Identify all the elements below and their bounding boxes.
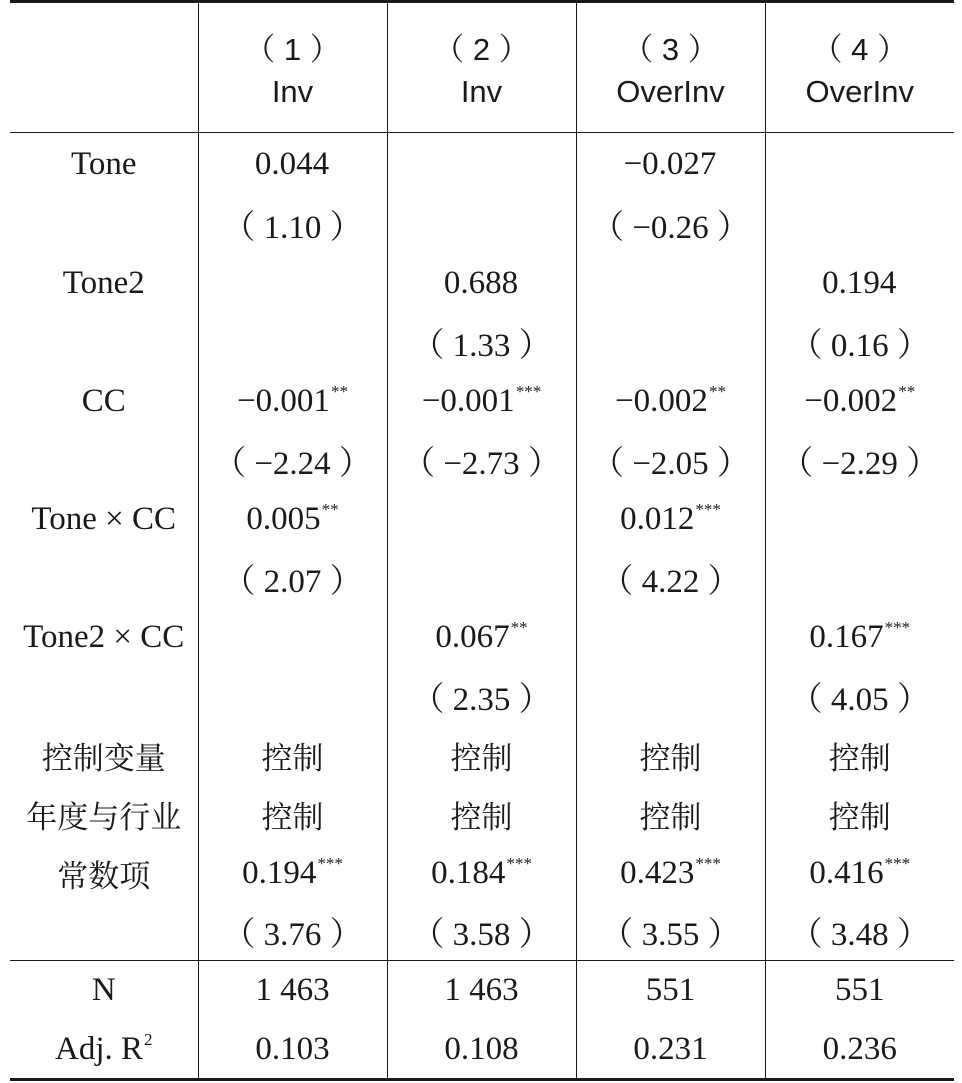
r2-cell: 0.236: [765, 1020, 954, 1080]
table-row-tone2-t: [10, 313, 954, 372]
significance-stars: ***: [317, 854, 343, 873]
coef-cell: [387, 372, 576, 431]
significance-stars: **: [321, 500, 339, 519]
column-number: （ 2 ）: [433, 31, 530, 67]
coef-cell: [765, 372, 954, 431]
header-row: [10, 2, 954, 133]
coef-value: 0.416: [809, 855, 884, 891]
t-stat-cell: （ −2.24 ）: [198, 431, 387, 490]
table-row-controls: [10, 726, 954, 785]
coef-cell: [387, 254, 576, 313]
table-row-year-industry: [10, 785, 954, 844]
dependent-variable: OverInv: [616, 73, 725, 109]
table-row-tone-cc-t: [10, 549, 954, 608]
coef-value: 0.012: [620, 501, 695, 537]
control-cell: 控制: [198, 726, 387, 785]
n-cell: 1 463: [387, 961, 576, 1021]
column-header-3: [576, 2, 765, 133]
row-label-empty: [10, 549, 198, 608]
t-stat-cell: [198, 313, 387, 372]
row-label-empty: [10, 195, 198, 254]
adj-r2-label: Adj. R: [54, 1030, 143, 1067]
t-stat-cell: [765, 195, 954, 254]
table-row-cc-t: [10, 431, 954, 490]
coef-value: 0.184: [431, 855, 506, 891]
t-stat-cell: （ 4.22 ）: [576, 549, 765, 608]
significance-stars: ***: [506, 854, 532, 873]
column-header-1: [198, 2, 387, 133]
t-stat-cell: （ 3.55 ）: [576, 903, 765, 961]
column-number: （ 4 ）: [811, 31, 908, 67]
coef-cell: [198, 133, 387, 196]
t-stat-cell: [765, 549, 954, 608]
t-stat-cell: [198, 667, 387, 726]
row-label: Tone2: [62, 265, 145, 301]
significance-stars: ***: [695, 500, 721, 519]
control-cell: 控制: [576, 726, 765, 785]
row-label: [10, 1020, 198, 1080]
row-label: N: [91, 972, 116, 1008]
coef-cell: [576, 133, 765, 196]
table-row-cc-coef: [10, 372, 954, 431]
coef-cell: [576, 490, 765, 549]
t-stat-cell: （ 1.33 ）: [387, 313, 576, 372]
coef-value: 0.044: [254, 145, 330, 182]
row-label-empty: [10, 903, 198, 961]
t-stat-cell: [387, 195, 576, 254]
column-number: （ 3 ）: [622, 31, 719, 67]
table-row-tone2-coef: [10, 254, 954, 313]
coef-value: 0.688: [443, 265, 519, 301]
coef-value: −0.001: [237, 383, 330, 419]
control-cell: 控制: [198, 785, 387, 844]
coef-cell: [576, 372, 765, 431]
coef-cell: [198, 372, 387, 431]
coef-cell: [198, 608, 387, 667]
row-label-empty: [10, 313, 198, 372]
control-cell: 控制: [387, 726, 576, 785]
coef-value: 0.005: [246, 501, 321, 537]
header-corner: [10, 2, 198, 133]
table-row-tone2-cc-t: [10, 667, 954, 726]
row-label: 常数项: [57, 859, 151, 895]
t-stat-cell: （ 1.10 ）: [198, 195, 387, 254]
table-row-tone-coef: [10, 133, 954, 196]
coef-cell: [576, 254, 765, 313]
row-label-empty: [10, 667, 198, 726]
column-number: （ 1 ）: [244, 31, 341, 67]
coef-cell: [576, 608, 765, 667]
coef-value: 0.067: [435, 619, 510, 655]
t-stat-cell: [576, 667, 765, 726]
t-stat-cell: （ 3.76 ）: [198, 903, 387, 961]
coef-value: 0.423: [620, 855, 695, 891]
coef-value: −0.002: [804, 383, 898, 419]
coef-cell: [387, 490, 576, 549]
significance-stars: ***: [884, 618, 911, 637]
t-stat-cell: [387, 549, 576, 608]
coef-cell: [765, 254, 954, 313]
row-label: Tone: [70, 145, 137, 182]
n-cell: 551: [576, 961, 765, 1021]
row-label: Tone2 × CC: [23, 619, 185, 655]
coef-cell: [765, 133, 954, 196]
table-row-tone2-cc-coef: [10, 608, 954, 667]
n-cell: 1 463: [198, 961, 387, 1021]
row-label: CC: [81, 383, 126, 419]
coef-value: −0.002: [615, 383, 708, 419]
row-label: Tone × CC: [31, 501, 177, 537]
t-stat-cell: （ −0.26 ）: [576, 195, 765, 254]
row-label: 年度与行业: [26, 800, 182, 836]
t-stat-cell: （ 2.07 ）: [198, 549, 387, 608]
coef-value: 0.167: [809, 619, 884, 655]
coef-value: 0.194: [242, 855, 317, 891]
n-cell: 551: [765, 961, 954, 1021]
significance-stars: **: [708, 382, 726, 401]
coef-value: 0.194: [822, 265, 897, 301]
coef-value: −0.027: [623, 145, 717, 182]
t-stat-cell: （ 4.05 ）: [765, 667, 954, 726]
control-cell: 控制: [765, 785, 954, 844]
coef-value: −0.001: [421, 383, 515, 419]
coef-cell: [198, 490, 387, 549]
control-cell: 控制: [576, 785, 765, 844]
superscript-2: 2: [144, 1029, 153, 1049]
coef-cell: [765, 844, 954, 903]
control-cell: 控制: [765, 726, 954, 785]
t-stat-cell: （ 2.35 ）: [387, 667, 576, 726]
significance-stars: ***: [695, 854, 721, 873]
row-label-empty: [10, 431, 198, 490]
significance-stars: **: [898, 382, 916, 401]
dependent-variable: Inv: [271, 73, 314, 109]
t-stat-cell: （ −2.73 ）: [387, 431, 576, 490]
r2-cell: 0.103: [198, 1020, 387, 1080]
significance-stars: **: [510, 618, 528, 637]
coef-cell: [198, 844, 387, 903]
table-row-constant-coef: [10, 844, 954, 903]
significance-stars: ***: [884, 854, 911, 873]
table-row-n: [10, 961, 954, 1021]
table-row-adj-r2: [10, 1020, 954, 1080]
coef-cell: [387, 608, 576, 667]
coef-cell: [387, 844, 576, 903]
significance-stars: ***: [515, 382, 542, 401]
table-row-constant-t: [10, 903, 954, 961]
t-stat-cell: （ 3.48 ）: [765, 903, 954, 961]
coef-cell: [387, 133, 576, 196]
table-row-tone-cc-coef: [10, 490, 954, 549]
table-row-tone-t: [10, 195, 954, 254]
dependent-variable: Inv: [460, 73, 503, 109]
dependent-variable: OverInv: [805, 73, 915, 109]
r2-cell: 0.231: [576, 1020, 765, 1080]
t-stat-cell: （ 0.16 ）: [765, 313, 954, 372]
coef-cell: [765, 608, 954, 667]
t-stat-cell: （ −2.29 ）: [765, 431, 954, 490]
row-label: 控制变量: [41, 741, 166, 777]
t-stat-cell: [576, 313, 765, 372]
significance-stars: **: [330, 382, 348, 401]
r2-cell: 0.108: [387, 1020, 576, 1080]
t-stat-cell: （ 3.58 ）: [387, 903, 576, 961]
coef-cell: [198, 254, 387, 313]
column-header-4: [765, 2, 954, 133]
coef-cell: [765, 490, 954, 549]
control-cell: 控制: [387, 785, 576, 844]
coef-cell: [576, 844, 765, 903]
column-header-2: [387, 2, 576, 133]
regression-table: [10, 0, 954, 1081]
t-stat-cell: （ −2.05 ）: [576, 431, 765, 490]
